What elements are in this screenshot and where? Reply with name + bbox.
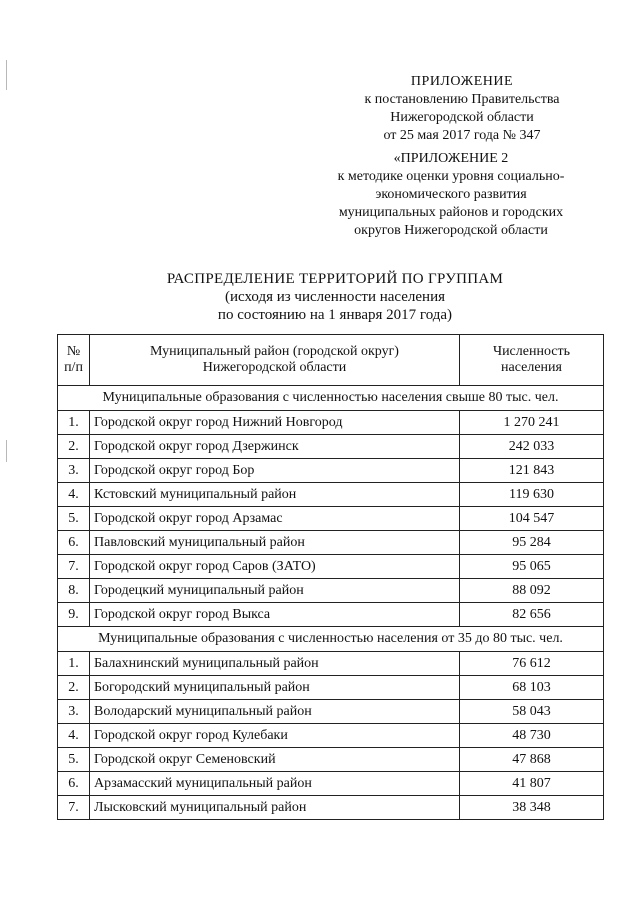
group-label: Муниципальные образования с численностью населения свыше 80 тыс. чел.	[58, 386, 604, 411]
appendix-date: от 25 мая 2017 года № 347	[383, 128, 541, 143]
municipality-name: Балахнинский муниципальный район	[90, 652, 460, 676]
population-value: 68 103	[460, 676, 604, 700]
population-value: 38 348	[460, 796, 604, 820]
municipality-name: Городецкий муниципальный район	[90, 579, 460, 603]
population-value: 95 284	[460, 531, 604, 555]
header-num: № п/п	[58, 335, 90, 386]
appendix2-header	[320, 150, 582, 240]
appendix-title: ПРИЛОЖЕНИЕ	[410, 74, 514, 89]
population-value: 121 843	[460, 459, 604, 483]
municipality-name: Городской округ город Нижний Новгород	[90, 411, 460, 435]
row-number: 6.	[58, 772, 90, 796]
scan-margin-mark	[6, 440, 7, 462]
table-row	[58, 411, 604, 435]
municipality-name: Городской округ город Саров (ЗАТО)	[90, 555, 460, 579]
title-subtitle: (исходя из численности населения	[224, 289, 446, 305]
population-value: 58 043	[460, 700, 604, 724]
table-header-row	[58, 335, 604, 386]
municipality-name: Арзамасский муниципальный район	[90, 772, 460, 796]
appendix-header	[342, 73, 582, 145]
header-name: Муниципальный район (городской округ) Нижегородской области	[90, 335, 460, 386]
appendix-line: Нижегородской области	[390, 110, 534, 125]
appendix2-line: округов Нижегородской области	[354, 223, 548, 238]
municipality-name: Городской округ город Кулебаки	[90, 724, 460, 748]
municipality-name: Лысковский муниципальный район	[90, 796, 460, 820]
table-row	[58, 772, 604, 796]
table-row	[58, 483, 604, 507]
table-row	[58, 435, 604, 459]
group-row	[58, 627, 604, 652]
appendix2-line: к методике оценки уровня социально-	[337, 169, 565, 184]
population-value: 104 547	[460, 507, 604, 531]
row-number: 2.	[58, 676, 90, 700]
table-row	[58, 676, 604, 700]
group-row	[58, 386, 604, 411]
row-number: 9.	[58, 603, 90, 627]
row-number: 5.	[58, 507, 90, 531]
table-row	[58, 531, 604, 555]
row-number: 2.	[58, 435, 90, 459]
population-value: 1 270 241	[460, 411, 604, 435]
table-row	[58, 652, 604, 676]
municipality-name: Павловский муниципальный район	[90, 531, 460, 555]
population-value: 47 868	[460, 748, 604, 772]
municipality-name: Городской округ город Бор	[90, 459, 460, 483]
row-number: 7.	[58, 796, 90, 820]
table-row	[58, 724, 604, 748]
population-value: 95 065	[460, 555, 604, 579]
population-value: 119 630	[460, 483, 604, 507]
municipality-name: Кстовский муниципальный район	[90, 483, 460, 507]
header-population: Численность населения	[460, 335, 604, 386]
municipality-name: Городской округ город Выкса	[90, 603, 460, 627]
appendix2-line: муниципальных районов и городских	[338, 205, 564, 220]
scan-margin-mark	[6, 60, 7, 90]
territory-table	[57, 334, 604, 820]
row-number: 7.	[58, 555, 90, 579]
row-number: 1.	[58, 411, 90, 435]
group-label: Муниципальные образования с численностью населения от 35 до 80 тыс. чел.	[58, 627, 604, 652]
title-main: РАСПРЕДЕЛЕНИЕ ТЕРРИТОРИЙ ПО ГРУППАМ	[166, 271, 504, 287]
document-title	[60, 270, 610, 324]
row-number: 6.	[58, 531, 90, 555]
appendix2-title: «ПРИЛОЖЕНИЕ 2	[393, 151, 509, 166]
row-number: 4.	[58, 724, 90, 748]
row-number: 3.	[58, 459, 90, 483]
appendix2-line: экономического развития	[375, 187, 527, 202]
table-row	[58, 507, 604, 531]
municipality-name: Володарский муниципальный район	[90, 700, 460, 724]
population-value: 82 656	[460, 603, 604, 627]
row-number: 3.	[58, 700, 90, 724]
row-number: 5.	[58, 748, 90, 772]
population-value: 242 033	[460, 435, 604, 459]
table-row	[58, 603, 604, 627]
population-value: 76 612	[460, 652, 604, 676]
municipality-name: Городской округ Семеновский	[90, 748, 460, 772]
title-subtitle: по состоянию на 1 января 2017 года)	[217, 307, 453, 323]
appendix-line: к постановлению Правительства	[364, 92, 560, 107]
row-number: 1.	[58, 652, 90, 676]
population-value: 48 730	[460, 724, 604, 748]
table-row	[58, 700, 604, 724]
municipality-name: Городской округ город Арзамас	[90, 507, 460, 531]
table-row	[58, 555, 604, 579]
table-row	[58, 579, 604, 603]
row-number: 4.	[58, 483, 90, 507]
row-number: 8.	[58, 579, 90, 603]
table-row	[58, 748, 604, 772]
table-row	[58, 796, 604, 820]
municipality-name: Богородский муниципальный район	[90, 676, 460, 700]
population-value: 88 092	[460, 579, 604, 603]
population-value: 41 807	[460, 772, 604, 796]
municipality-name: Городской округ город Дзержинск	[90, 435, 460, 459]
table-row	[58, 459, 604, 483]
